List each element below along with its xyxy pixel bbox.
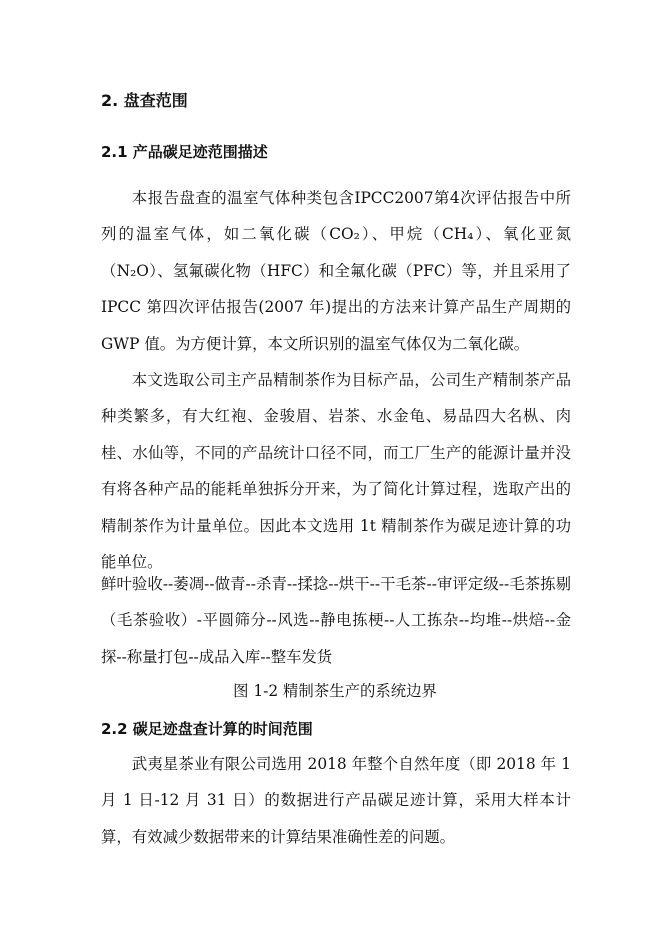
figure-caption: 图 1-2 精制茶生产的系统边界 [233, 682, 437, 700]
subsection-heading-2-1: 2.1 产品碳足迹范围描述 [101, 143, 268, 161]
paragraph-ghg-scope: 本报告盘查的温室气体种类包含IPCC2007第4次评估报告中所列的温室气体，如二氧化碳（CO₂）、甲烷（CH₄）、氧化亚氮（N₂O）、氢氟碳化物（HFC）和全氟化碳（PFC）等，并且采用了 IPCC 第四次评估报告(2007 年)提出的方法来计算产品生产周期的 GWP 值。为方便计算，本文所识别的温室气体仅为二氧化碳。 [101, 189, 571, 353]
paragraph-time-scope: 武夷星茶业有限公司选用 2018 年整个自然年度（即 2018 年 1 月 1 日-12 月 31 日）的数据进行产品碳足迹计算，采用大样本计算，有效减少数据带来的计算结果准确性差的问题。 [101, 755, 571, 846]
process-flow-text: 鲜叶验收--萎凋--做青--杀青--揉捻--烘干--干毛茶--审评定级--毛茶拣剔（毛茶验收）-平圆筛分--风选--静电拣梗--人工拣杂--均堆--烘焙--金探--称量打包--成品入库--整车发货 [101, 575, 571, 666]
paragraph-target-product: 本文选取公司主产品精制茶作为目标产品，公司生产精制茶产品种类繁多，有大红袍、金骏眉、岩茶、水金龟、易品四大名枞、肉桂、水仙等，不同的产品统计口径不同，而工厂生产的能源计量并没有将各种产品的能耗单独拆分开来，为了简化计算过程，选取产出的精制茶作为计量单位。因此本文选用 1t 精制茶作为碳足迹计算的功能单位。 [101, 371, 571, 572]
section-heading: 2. 盘查范围 [101, 91, 188, 110]
subsection-heading-2-2: 2.2 碳足迹盘查计算的时间范围 [101, 720, 313, 738]
